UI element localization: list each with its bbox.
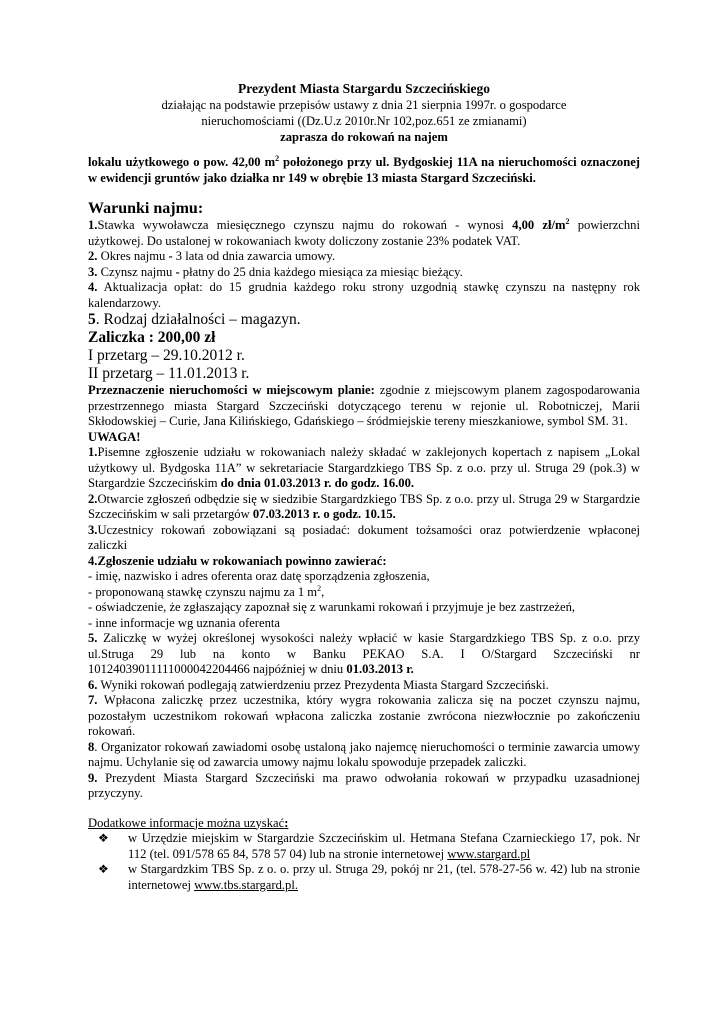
notice-8: 8. Organizator rokowań zawiadomi osobę ustaloną jako najemcę nieruchomości o terminie zawarcia umowy najmu. Uchylanie się od zawarcia umowy najmu lokalu spowoduje przepadek zaliczki. [88, 739, 640, 769]
tender-round-1: I przetarg – 29.10.2012 r. [88, 347, 245, 364]
document-title: Prezydent Miasta Stargardu Szczecińskiego [237, 81, 491, 96]
tbs-website-link[interactable]: www.tbs.stargard.pl. [194, 877, 298, 892]
notice-3: 3.Uczestnicy rokowań zobowiązani są posiadać: dokument tożsamości oraz potwierdzenie wpłaconej zaliczki [88, 522, 640, 552]
stargard-website-link[interactable]: www.stargard.pl [447, 846, 531, 861]
subject-paragraph: lokalu użytkowego o pow. 42,00 $m^2$ położonego przy ul. Bydgoskiej 11A na nieruchomości oznaczonej w ewidencji gruntów jako działka nr 149 w obrębie 13 miasta Stargard Szczeciński. [88, 153, 640, 185]
notice-heading: UWAGA! [88, 429, 141, 444]
info-item-tbs: ❖ w Stargardzkim TBS Sp. z o. o. przy ul. Struga 29, pokój nr 21, (tel. 578-27-56 w. 42) lub na stronie internetowej www.tbs.stargard.pl. [98, 862, 640, 892]
notice-7: 7. Wpłacona zaliczkę przez uczestnika, który wygra rokowania zalicza się na poczet czynszu najmu, pozostałym uczestnikom rokowań wpłacona zaliczka zostanie zwrócona niezwłocznie po zakończeniu rokowań. [88, 693, 640, 738]
notice-4-item: - imię, nazwisko i adres oferenta oraz datę sporządzenia zgłoszenia, [88, 569, 430, 583]
notice-5: 5. Zaliczkę w wyżej określonej wysokości należy wpłacić w kasie Stargardzkiego TBS Sp. z o.o. przy ul.Struga 29 lub na konto w Banku PEKAO S.A. I O/Stargard Szczeciński nr 10124039011111000042204466 najpóźniej w dniu 01.03.2013 r. [88, 631, 640, 676]
condition-4: 4. Aktualizacja opłat: do 15 grudnia każdego roku strony uzgodnią stawkę czynszu na następny rok kalendarzowy. [88, 280, 640, 310]
notice-1: 1.Pisemne zgłoszenie udziału w rokowaniach należy składać w zaklejonych kopertach z napisem „Lokal użytkowy ul. Bydgoska 11A” w sekretariacie Stargardzkiego TBS Sp. z o.o. przy ul. Struga 29 (pok.3) w Stargardzie Szczecińskim do dnia 01.03.2013 r. do godz. 16.00. [88, 445, 640, 490]
notice-4-heading: 4.Zgłoszenie udziału w rokowaniach powinno zawierać: [88, 553, 387, 568]
legal-basis-line-1: działając na podstawie przepisów ustawy z dnia 21 sierpnia 1997r. o gospodarce [161, 98, 567, 112]
deposit-amount: Zaliczka : 200,00 zł [88, 329, 216, 346]
invitation-line: zaprasza do rokowań na najem [280, 130, 448, 144]
condition-1: 1.Stawka wywoławcza miesięcznego czynszu najmu do rokowań - wynosi 4,00 $zł/m^2$ powierzchni użytkowej. Do ustalonej w rokowaniach kwoty doliczony zostanie 23% podatek VAT. [88, 216, 640, 248]
notice-4-item: - inne informacje wg uznania oferenta [88, 615, 280, 630]
document-page [88, 80, 640, 893]
info-item-city-hall: ❖ w Urzędzie miejskim w Stargardzie Szczecińskim ul. Hetmana Stefana Czarnieckiego 17, pok. Nr 112 (tel. 091/578 65 84, 578 57 04) lub na stronie internetowej www.stargard.pl [98, 831, 640, 861]
notice-4-item: - oświadczenie, że zgłaszający zapoznał się z warunkami rokowań i przyjmuje je bez zastrzeżeń, [88, 600, 576, 614]
condition-3: 3. Czynsz najmu - płatny do 25 dnia każdego miesiąca za miesiąc bieżący. [88, 264, 463, 279]
conditions-heading: Warunki najmu: [88, 200, 204, 217]
condition-2: 2. Okres najmu - 3 lata od dnia zawarcia umowy. [88, 249, 336, 263]
zoning-plan-paragraph: Przeznaczenie nieruchomości w miejscowym planie: zgodnie z miejscowym planem zagospodarowania przestrzennego miasta Stargard Szczeciński dotyczącego terenu w rejonie ul. Robotniczej, Marii Skłodowskiej – Curie, Jana Kilińskiego, Gdańskiego – śródmiejskie tereny mieszkaniowe, symbol SM. 31. [88, 383, 640, 428]
notice-2: 2.Otwarcie zgłoszeń odbędzie się w siedzibie Stargardzkiego TBS Sp. z o.o. przy ul. Struga 29 w Stargardzie Szczecińskim w sali przetargów 07.03.2013 r. o godz. 10.15. [88, 491, 640, 521]
additional-info-heading: Dodatkowe informacje można uzyskać: [88, 815, 289, 830]
tender-round-2: II przetarg – 11.01.2013 r. [88, 365, 250, 382]
notice-6: 6. Wyniki rokowań podlegają zatwierdzeniu przez Prezydenta Miasta Stargard Szczeciński. [88, 677, 549, 692]
diamond-bullet-icon: ❖ [98, 831, 109, 845]
notice-4-item: - proponowaną stawkę czynszu najmu za 1 $m^2$, [88, 583, 325, 599]
notice-9: 9. Prezydent Miasta Stargard Szczeciński ma prawo odwołania rokowań w przypadku uzasadnionej przyczyny. [88, 770, 640, 800]
condition-5: 5. Rodzaj działalności – magazyn. [88, 311, 301, 328]
additional-info-list [88, 831, 640, 893]
legal-basis-line-2: nieruchomościami ((Dz.U.z 2010r.Nr 102,poz.651 ze zmianami) [201, 114, 527, 128]
diamond-bullet-icon: ❖ [98, 862, 109, 876]
